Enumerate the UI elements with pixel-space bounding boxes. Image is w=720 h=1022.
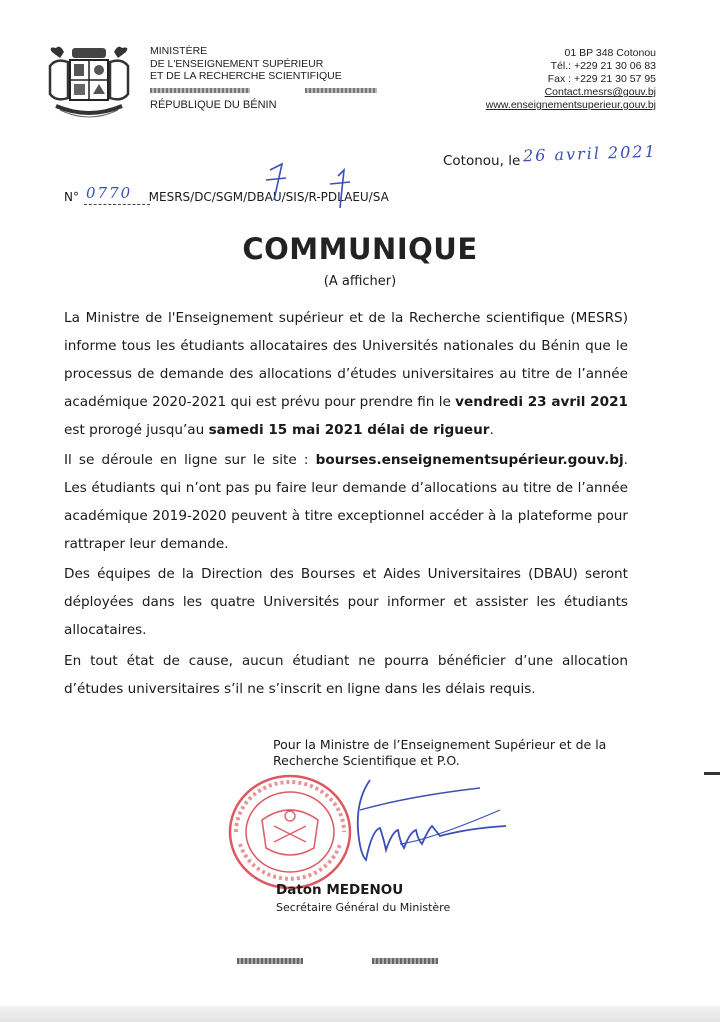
contact-block [486,47,656,112]
fax: Fax : +229 21 30 57 95 [547,73,656,85]
deadline-extended: samedi 15 mai 2021 délai de rigueur [208,422,490,438]
republic-name: RÉPUBLIQUE DU BÉNIN [150,99,277,111]
paragraph-text: Il se déroule en ligne sur le site : [64,452,316,468]
paragraph-online-site [64,446,628,558]
paragraph-text: est prorogé jusqu’au [64,422,209,438]
paragraph-text: . [489,422,494,438]
flag-bar [150,88,250,93]
benin-coat-of-arms-icon [46,44,132,120]
paragraph-extension-notice [64,304,628,444]
paragraph-dbau-teams: Des équipes de la Direction des Bourses et Aides Universitaires (DBAU) seront déployées dans les quatre Universités pour informer et assister les étudiants allocataires. [64,566,628,638]
website-link[interactable]: www.enseignementsuperieur.gouv.bj [485,99,656,111]
flag-bar [305,88,377,93]
ministry-name [150,45,342,83]
website-url: bourses.enseignementsupérieur.gouv.bj [315,452,624,468]
ministry-line: MINISTÈRE [150,45,208,57]
reference-underline [84,204,150,205]
paragraph-text: La Ministre de l'Enseignement supérieur et de la Recherche scientifique (MESRS) informe tous les étudiants allocataires des Universités nationales du Bénin que le processus de demande des allocations d’études universitaires au titre de l’année académique 2020-2021 qui est prévu pour prendre fin le [64,310,628,410]
signature-on-behalf: Pour la Ministre de l’Enseignement Supérieur et de la Recherche Scientifique et P.O. [273,737,607,768]
handwritten-date: 26 avril 2021 [522,141,658,166]
deadline-original: vendredi 23 avril 2021 [455,394,628,410]
reference-prefix: N° [64,190,79,204]
ministry-line: ET DE LA RECHERCHE SCIENTIFIQUE [150,70,342,82]
paragraph-conditions: En tout état de cause, aucun étudiant ne pourra bénéficier d’une allocation d’études universitaires s’il ne s’inscrit en ligne dans les délais requis. [64,653,628,697]
telephone: Tél.: +229 21 30 06 83 [550,60,656,72]
reference-code: MESRS/DC/SGM/DBAU/SIS/R-PDLAEU/SA [148,190,389,204]
email-link[interactable]: Contact.mesrs@gouv.bj [544,86,656,98]
scan-mark [704,772,720,775]
footer-flag-bar [372,958,438,964]
handwritten-signature-icon [300,770,510,870]
signatory-title: Secrétaire Général du Ministère [276,901,451,914]
document-subtitle: (A afficher) [323,274,397,289]
reference-initials-icon [256,160,356,216]
handwritten-reference-number: 0770 [86,184,133,202]
document-title: COMMUNIQUE [242,232,478,266]
signatory-name: Daton MEDENOU [276,882,404,898]
address: 01 BP 348 Cotonou [564,47,656,59]
footer-flag-bar [237,958,303,964]
ministry-line: DE L'ENSEIGNEMENT SUPÉRIEUR [150,57,324,70]
dateline-place: Cotonou, le [443,153,521,169]
paper-edge [0,1006,720,1022]
paragraph-text: . Les étudiants qui n’ont pas pu faire leur demande d’allocations au titre de l’année académique 2019-2020 peuvent à titre exceptionnel accéder à la plateforme pour rattraper leur demande. [64,452,628,552]
